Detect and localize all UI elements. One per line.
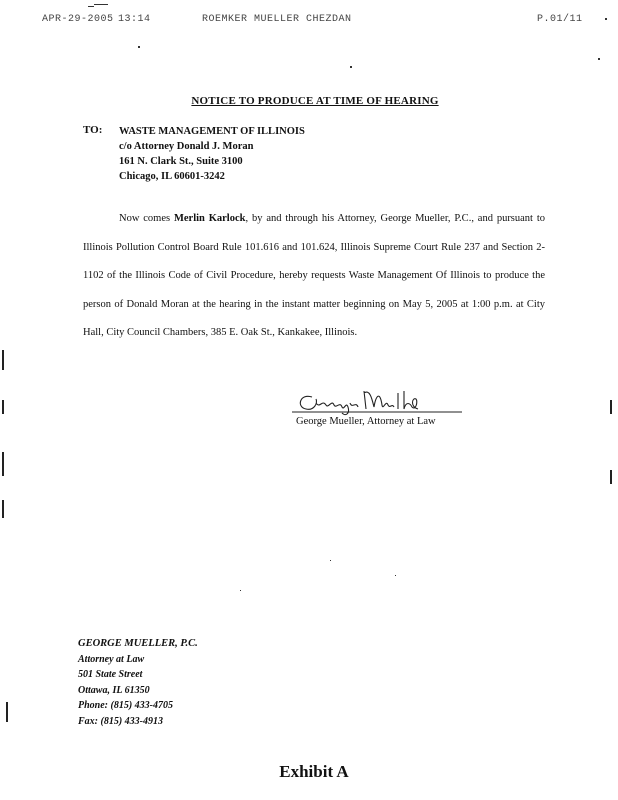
scan-edge-mark xyxy=(2,350,4,370)
recipient-name: WASTE MANAGEMENT OF ILLINOIS xyxy=(119,126,305,137)
recipient-address xyxy=(119,124,305,184)
body-text: , by and through his Attorney, George Mueller, P.C., and pursuant to Illinois Pollution Control Board Rule 101.616 and 101.624, Illinois Supreme Court Rule 237 and Section 2-1102 of the Illinois Code of Civil Procedure, hereby requests Waste Management Of Illinois to produce the person of Donald Moran at the hearing in the instant matter beginning on May 5, 2005 at 1:00 p.m. at City Hall, City Council Chambers, 385 E. Oak St., Kankakee, Illinois. xyxy=(83,213,545,339)
document-title: NOTICE TO PRODUCE AT TIME OF HEARING xyxy=(191,95,439,107)
firm-street: 501 State Street xyxy=(78,669,143,681)
firm-block xyxy=(78,636,198,730)
firm-fax: Fax: (815) 433-4913 xyxy=(78,715,163,727)
signature-block xyxy=(292,385,467,435)
fax-date: APR-29-2005 xyxy=(42,14,114,25)
scan-edge-mark xyxy=(2,400,4,414)
recipient-attention: c/o Attorney Donald J. Moran xyxy=(119,141,254,152)
scan-edge-mark xyxy=(610,400,612,414)
fax-header xyxy=(42,14,582,28)
scan-edge-mark xyxy=(2,500,4,518)
to-label: TO: xyxy=(83,124,103,136)
fax-page-number: P.01/11 xyxy=(537,14,583,25)
firm-phone: Phone: (815) 433-4705 xyxy=(78,700,173,712)
scan-edge-mark xyxy=(610,470,612,484)
handwritten-signature xyxy=(292,385,467,417)
firm-name: GEORGE MUELLER, P.C. xyxy=(78,638,198,649)
firm-title: Attorney at Law xyxy=(78,653,145,665)
body-paragraph xyxy=(83,205,545,348)
fax-sender: ROEMKER MUELLER CHEZDAN xyxy=(202,14,352,25)
recipient-city: Chicago, IL 60601-3242 xyxy=(119,171,225,182)
body-intro: Now comes xyxy=(119,213,174,224)
scan-edge-mark xyxy=(2,452,4,476)
recipient-street: 161 N. Clark St., Suite 3100 xyxy=(119,156,243,167)
signature-caption: George Mueller, Attorney at Law xyxy=(296,416,436,427)
exhibit-label: Exhibit A xyxy=(279,762,349,781)
fax-time: 13:14 xyxy=(118,14,151,25)
scan-edge-mark xyxy=(6,702,8,722)
firm-city: Ottawa, IL 61350 xyxy=(78,684,150,696)
party-name: Merlin Karlock xyxy=(173,213,246,224)
